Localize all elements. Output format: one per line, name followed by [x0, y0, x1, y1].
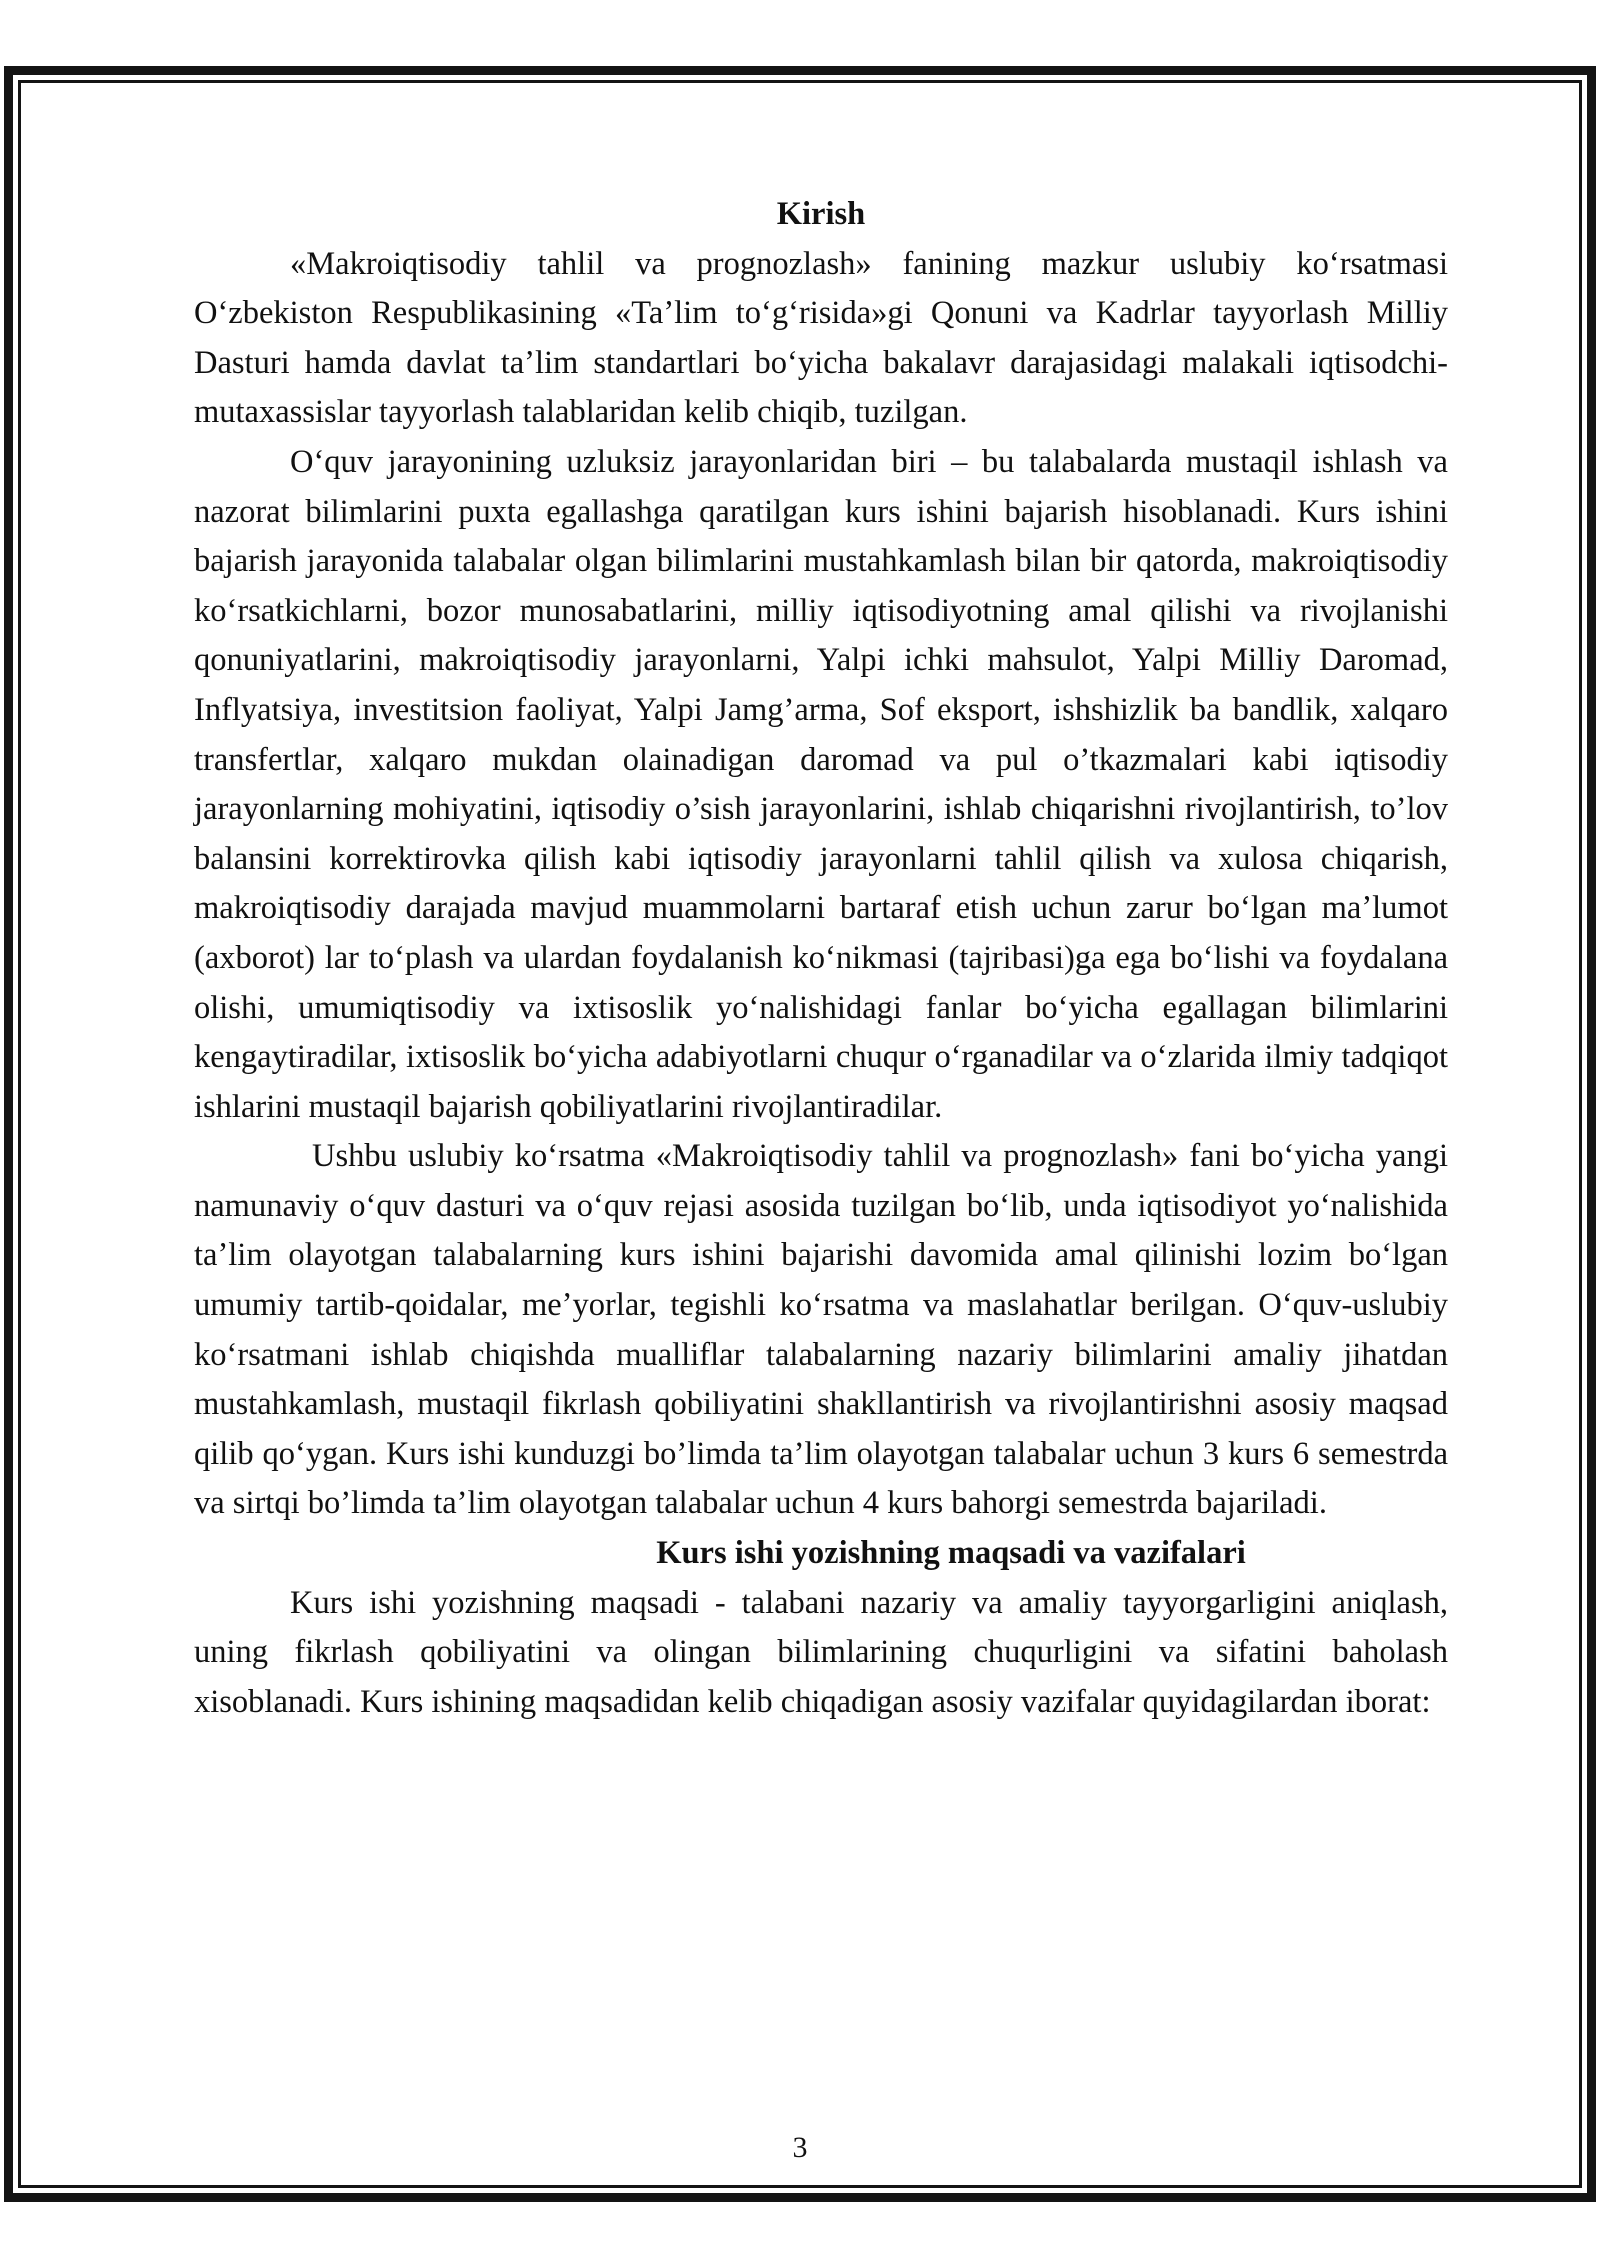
paragraph-2: Oʻquv jarayonining uzluksiz jarayonlaridan biri – bu talabalarda mustaqil ishlash va nazorat bilimlarini puxta egallashga qaratilgan kurs ishini bajarish hisoblanadi. Kurs ishini bajarish jarayonida talabalar olgan bilimlarini mustahkamlash bilan bir qatorda, makroiqtisodiy koʻrsatkichlarni, bozor munosabatlarini, milliy iqtisodiyotning amal qilishi va rivojlanishi qonuniyatlarini, makroiqtisodiy jarayonlarni, Yalpi ichki mahsulot, Yalpi Milliy Daromad, Inflyatsiya, investitsion faoliyat, Yalpi Jamg’arma, Sof eksport, ishshizlik ba bandlik, xalqaro transfertlar, xalqaro mukdan olainadigan daromad va pul o’tkazmalari kabi iqtisodiy jarayonlarning mohiyatini, iqtisodiy o’sish jarayonlarini, ishlab chiqarishni rivojlantirish, to’lov balansini korrektirovka qilish kabi iqtisodiy jarayonlarni tahlil qilish va xulosa chiqarish, makroiqtisodiy darajada mavjud muammolarni bartaraf etish uchun zarur boʻlgan maʼlumot (axborot) lar toʻplash va ulardan foydalanish koʻnikmasi (tajribasi)ga ega boʻlishi va foydalana olishi, umumiqtisodiy va ixtisoslik yoʻnalishidagi fanlar boʻyicha egallagan bilimlarini kengaytiradilar, ixtisoslik boʻyicha adabiyotlarni chuqur oʻrganadilar va oʻzlarida ilmiy tadqiqot ishlarini mustaqil bajarish qobiliyatlarini rivojlantiradilar. — [194, 443, 1448, 1125]
section-title: Kirish — [776, 196, 866, 232]
paragraph-4: Kurs ishi yozishning maqsadi - talabani nazariy va amaliy tayyorgarligini aniqlash, uning fikrlash qobiliyatini va olingan bilimlarining chuqurligini va sifatini baholash xisoblanadi. Kurs ishining maqsadidan kelib chiqadigan asosiy vazifalar quyidagilardan iborat: — [194, 1584, 1448, 1720]
subsection-title: Kurs ishi yozishning maqsadi va vazifalari — [656, 1535, 1246, 1572]
document-body — [194, 190, 1448, 1727]
page-number: 3 — [792, 2131, 808, 2164]
paragraph-1: «Makroiqtisodiy tahlil va prognozlash» fanining mazkur uslubiy koʻrsatmasi Oʻzbekiston Respublikasining «Taʼlim toʻgʻrisida»gi Qonuni va Kadrlar tayyorlash Milliy Dasturi hamda davlat taʼlim standartlari boʻyicha bakalavr darajasidagi malakali iqtisodchi-mutaxassislar tayyorlash talablaridan kelib chiqib, tuzilgan. — [194, 245, 1448, 431]
paragraph-3: Ushbu uslubiy koʻrsatma «Makroiqtisodiy tahlil va prognozlash» fani boʻyicha yangi namunaviy oʻquv dasturi va oʻquv rejasi asosida tuzilgan boʻlib, unda iqtisodiyot yoʻnalishida taʼlim olayotgan talabalarning kurs ishini bajarishi davomida amal qilinishi lozim boʻlgan umumiy tartib-qoidalar, meʼyorlar, tegishli koʻrsatma va maslahatlar berilgan. Oʻquv-uslubiy koʻrsatmani ishlab chiqishda mualliflar talabalarning nazariy bilimlarini amaliy jihatdan mustahkamlash, mustaqil fikrlash qobiliyatini shakllantirish va rivojlantirishni asosiy maqsad qilib qoʻygan. Kurs ishi kunduzgi bo’limda ta’lim olayotgan talabalar uchun 3 kurs 6 semestrda va sirtqi bo’limda ta’lim olayotgan talabalar uchun 4 kurs bahorgi semestrda bajariladi. — [194, 1138, 1448, 1522]
